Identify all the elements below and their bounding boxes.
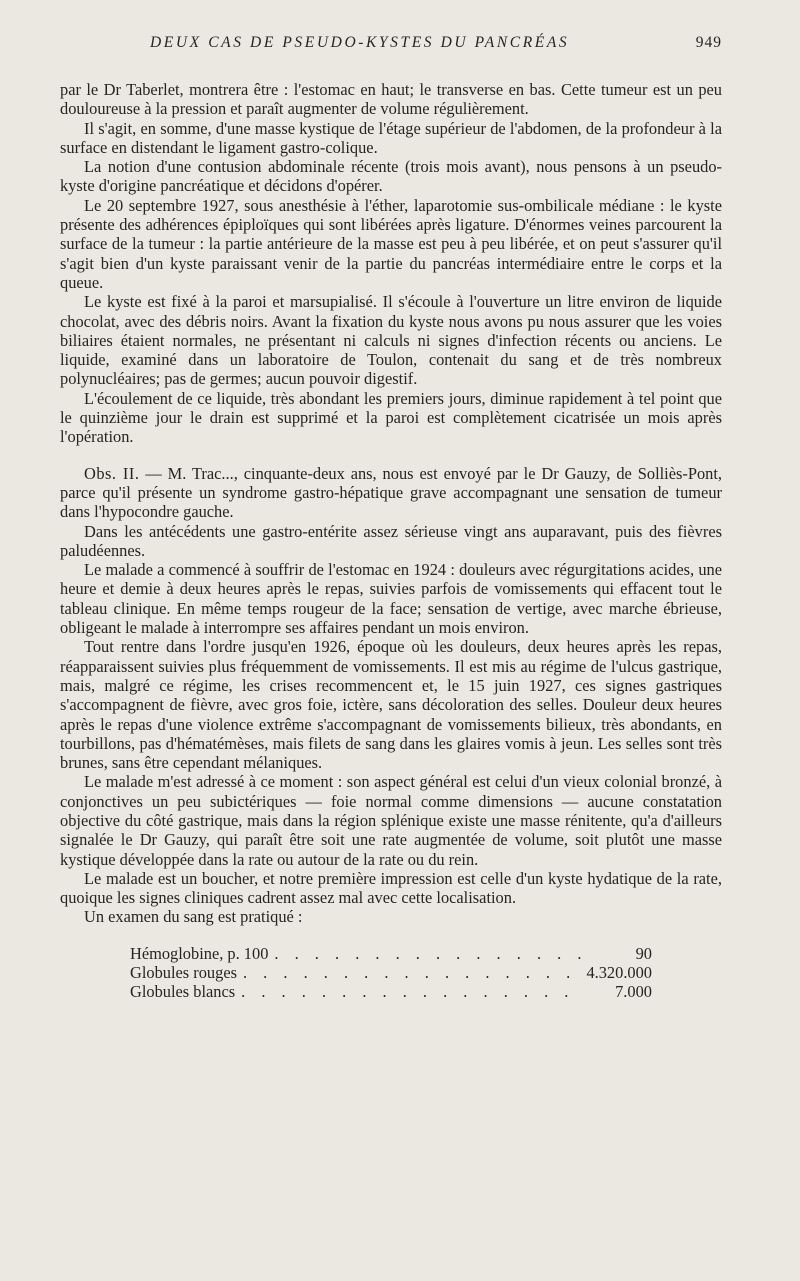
dot-leader <box>235 982 582 1001</box>
blood-exam-row <box>130 944 652 963</box>
paragraph: Un examen du sang est pratiqué : <box>84 907 303 927</box>
paragraph: Tout rentre dans l'ordre jusqu'en 1926, époque où les douleurs, deux heures après les repas, réapparaissent suivies plus fréquemment de vomissements. Il est mis au régime de l'ulcus gastrique, mais, malgré ce régime, les crises recommencent et, le 15 juin 1927, ces signes gastriques s'accompagnent de fièvre, avec gros foie, ictère, sans décoloration des selles. Douleur deux heures après le repas d'une violence extrême s'accompagnant de vomissements bilieux, très abondants, en tourbillons, pas d'hématémèses, mais filets de sang dans les glaires vomis à jeun. Les selles sont très brunes, sans être cependant mélaniques. <box>60 637 722 773</box>
page-number: 949 <box>695 34 722 51</box>
paragraph: Le malade est un boucher, et notre première impression est celle d'un kyste hydatique de la rate, quoique les signes cliniques cadrent assez mal avec cette localisation. <box>60 868 722 908</box>
blood-exam-value: 90 <box>635 943 652 963</box>
paragraph: Le malade a commencé à souffrir de l'estomac en 1924 : douleurs avec régurgitations acides, une heure et demie à deux heures après le repas, suivies parfois de vomissements qui effacent tout le tableau clinique. En même temps rougeur de la face; sensation de vertige, avec marche ébrieuse, obligeant le malade à interrompre ses affaires pendant un mois environ. <box>60 560 722 638</box>
paragraph: Le kyste est fixé à la paroi et marsupialisé. Il s'écoule à l'ouverture un litre environ de liquide chocolat, avec des débris noirs. Avant la fixation du kyste nous avons pu nous assurer que les voies biliaires étaient normales, ne présentant ni calculs ni signes d'infection récents ou anciens. Le liquide, examiné dans un laboratoire de Toulon, contenait du sang et de très nombreux polynucléaires; pas de germes; aucun pouvoir digestif. <box>60 292 722 389</box>
blood-exam-row <box>130 982 652 1001</box>
section-gap <box>60 447 722 464</box>
observation-label: Obs. II. <box>84 463 140 483</box>
paragraph: La notion d'une contusion abdominale récente (trois mois avant), nous pensons à un pseudo-kyste d'origine pancréatique et décidons d'opérer. <box>60 157 722 196</box>
blood-exam-value: 4.320.000 <box>586 963 652 983</box>
paragraph: par le Dr Taberlet, montrera être : l'estomac en haut; le transverse en bas. Cette tumeur est un peu douloureuse à la pression et paraît augmenter de volume régulièrement. <box>60 80 722 119</box>
page-header <box>0 34 800 60</box>
paragraph: Il s'agit, en somme, d'une masse kystique de l'étage supérieur de l'abdomen, de la profondeur à la surface en distendant le ligament gastro-colique. <box>60 118 722 157</box>
paragraph: Le malade m'est adressé à ce moment : son aspect général est celui d'un vieux colonial bronzé, à conjonctives un peu subictériques — foie normal comme dimensions — aucune constatation objective du côté gastrique, mais dans la région splénique existe une masse rénitente, qu'a d'ailleurs signalée le Dr Gauzy, qui paraît être soit une rate augmentée de volume, soit plutôt une masse kystique développée dans la rate ou autour de la rate ou du rein. <box>60 772 722 869</box>
blood-exam-label: Globules rouges <box>130 963 237 983</box>
observation-paragraph <box>60 464 722 522</box>
blood-exam-table <box>130 944 652 1002</box>
blood-exam-label: Globules blancs <box>130 982 236 1002</box>
page-body <box>60 80 722 1002</box>
blood-exam-row <box>130 963 652 982</box>
paragraph: L'écoulement de ce liquide, très abondant les premiers jours, diminue rapidement à tel point que le quinzième jour le drain est supprimé et la paroi est complètement cicatrisée un mois après l'opération. <box>60 388 722 447</box>
running-title: DEUX CAS DE PSEUDO-KYSTES DU PANCRÉAS <box>150 34 570 51</box>
blood-exam-value: 7.000 <box>615 982 652 1002</box>
paragraph: Le 20 septembre 1927, sous anesthésie à l'éther, laparotomie sus-ombilicale médiane : le kyste présente des adhérences épiploïques qui sont libérées après ligature. D'énormes veines parcourent la surface de la tumeur : la partie antérieure de la masse est peu à peu libérée, et on peut s'assurer qu'il s'agit bien d'un kyste paraissant venir de la partie du pancréas intermédiaire entre le corps et la queue. <box>60 195 722 292</box>
observation-text: — M. Trac..., cinquante-deux ans, nous est envoyé par le Dr Gauzy, de Solliès-Pont, parce qu'il présente un syndrome gastro-hépatique grave accompagnant une sensation de tumeur dans l'hypocondre gauche. <box>60 463 722 522</box>
blood-exam-label: Hémoglobine, p. 100 <box>130 943 269 963</box>
dot-leader <box>268 944 582 963</box>
dot-leader <box>237 963 582 982</box>
paragraph: Dans les antécédents une gastro-entérite assez sérieuse vingt ans auparavant, puis des fièvres paludéennes. <box>60 521 722 560</box>
